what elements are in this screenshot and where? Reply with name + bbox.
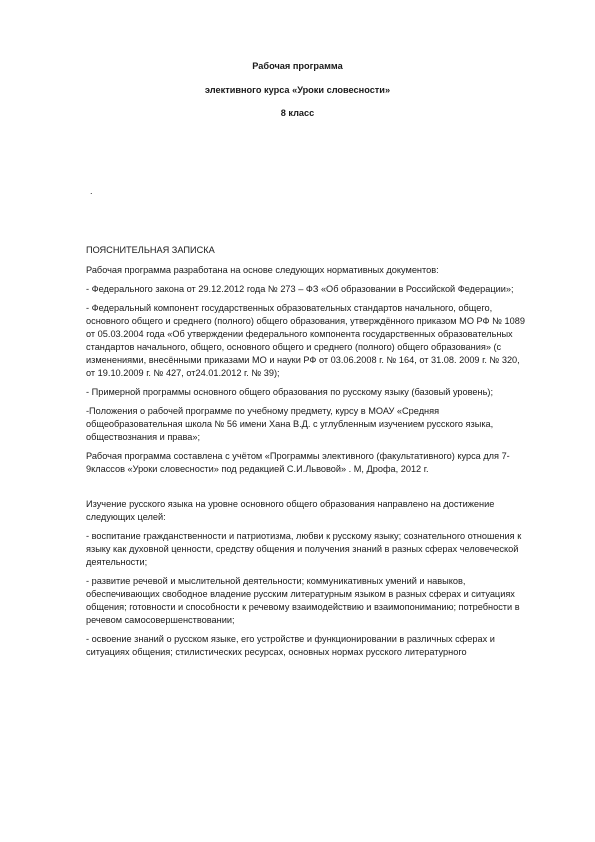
grade-label: 8 класс	[280, 108, 315, 118]
document-subtitle: элективного курса «Уроки словесности»	[204, 85, 391, 95]
goals-intro: Изучение русского языка на уровне основного общего образования направлено на достижение следующих целей:	[86, 499, 495, 522]
spacer	[86, 482, 526, 498]
document-title: Рабочая программа	[252, 61, 343, 71]
paragraph: Рабочая программа разработана на основе следующих нормативных документов:	[86, 265, 439, 275]
paragraph: -Положения о рабочей программе по учебному предмету, курсу в МОАУ «Средняя общеобразовательная школа № 56 имени Хана В.Д. с углубленным изучением русского языка, обществознания и права»;	[86, 406, 494, 442]
section-heading: ПОЯСНИТЕЛЬНАЯ ЗАПИСКА	[86, 245, 215, 255]
goal-item: - воспитание гражданственности и патриотизма, любви к русскому языку; сознательного отношения к языку как духовной ценности, средству общения и получения знаний в разных сферах человеческой деятельности;	[86, 531, 522, 567]
paragraph: - Федерального закона от 29.12.2012 года № 273 – ФЗ «Об образовании в Российской Федерации»;	[86, 284, 514, 294]
paragraph: - Примерной программы основного общего образования по русскому языку (базовый уровень);	[86, 387, 494, 397]
goal-item: - освоение знаний о русском языке, его устройстве и функционировании в различных сферах и ситуациях общения; стилистических ресурсах, основных нормах русского литературного	[86, 634, 495, 657]
paragraph: Рабочая программа составлена с учётом «Программы элективного (факультативного) курса для 7-9классов «Уроки словесности» под редакцией С.И.Львовой» . М, Дрофа, 2012 г.	[86, 451, 510, 474]
explanatory-note	[86, 244, 526, 665]
paragraph: - Федеральный компонент государственных образовательных стандартов начального, общего, основного общего и среднего (полного) общего образования, утверждённого приказом МО РФ № 1089 от 05.03.2004 года «Об утверждении федерального компонента государственных образовательных стандартов начального, общего, основного общего и среднего (полного) общего образования» (с изменениями, внесёнными приказами МО и науки РФ от 03.06.2008 г. № 164, от 31.08. 2009 г. № 320, от 19.10.2009 г. № 427, от24.01.2012 г. № 39);	[86, 303, 525, 378]
dot-marker: .	[90, 186, 93, 196]
goal-item: - развитие речевой и мыслительной деятельности; коммуникативных умений и навыков, обеспечивающих свободное владение русским литературным языком в разных сферах и ситуациях общения; готовности и способности к речевому взаимодействию и взаимопониманию; потребности в речевом самосовершенствовании;	[86, 576, 520, 625]
